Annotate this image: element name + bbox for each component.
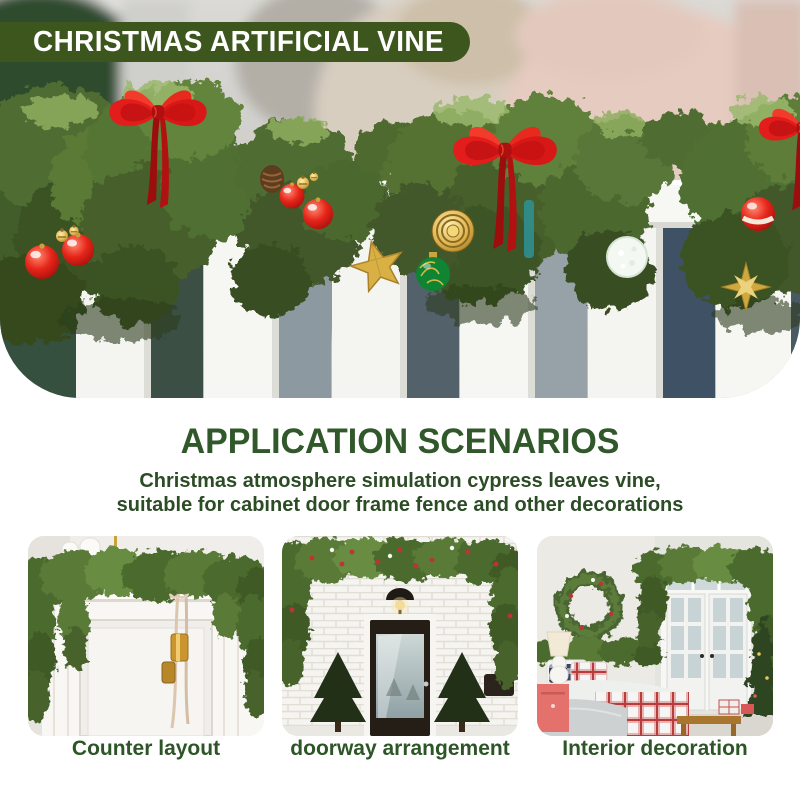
scenario-caption-doorway: doorway arrangement xyxy=(290,737,510,760)
red-white-ball-ornament-icon xyxy=(741,197,775,231)
front-door xyxy=(364,614,436,736)
scenario-photo-counter xyxy=(28,536,264,736)
hero-photo xyxy=(0,0,800,398)
application-title: APPLICATION SCENARIOS xyxy=(180,422,620,461)
scenario-caption-interior: Interior decoration xyxy=(562,737,748,760)
banner-label: CHRISTMAS ARTIFICIAL VINE xyxy=(33,25,445,58)
scenario-photo-doorway xyxy=(282,536,518,736)
title-banner xyxy=(0,22,470,62)
application-description-line1: Christmas atmosphere simulation cypress leaves vine, xyxy=(139,470,661,492)
counter-scene xyxy=(28,536,264,736)
interior-scene xyxy=(537,536,773,736)
application-description xyxy=(0,469,800,517)
scenario-photo-interior xyxy=(537,536,773,736)
teal-sequin-ribbon-icon xyxy=(524,200,534,258)
application-description-line2: suitable for cabinet door frame fence and other decorations xyxy=(116,494,684,516)
pinecone-icon xyxy=(260,165,284,193)
doorway-scene xyxy=(282,536,518,736)
gold-beehive-ornament-icon xyxy=(432,210,474,252)
scenario-caption-counter: Counter layout xyxy=(71,737,221,760)
white-snowball-ornament-icon xyxy=(607,237,647,277)
